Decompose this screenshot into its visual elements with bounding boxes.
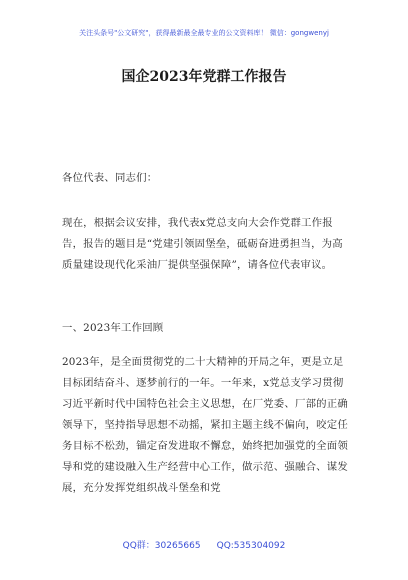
header-promo-note: 关注头条号"公文研究"，获得最新最全最专业的公文资料库！ 微信：gongwenyj xyxy=(79,29,329,37)
footer-qq: QQ:535304092 xyxy=(216,541,286,551)
greeting: 各位代表、同志们： xyxy=(62,172,158,184)
footer-contact xyxy=(0,538,408,551)
section-heading: 一、2023年工作回顾 xyxy=(62,322,164,334)
intro-paragraph: 现在，根据会议安排，我代表x党总支向大会作党群工作报告，报告的题目是“党建引领固堡垒，砥砺奋进勇担当，为高质量建设现代化采油厂提供坚强保障”，请各位代表审议。 xyxy=(62,217,343,271)
document-title: 国企2023年党群工作报告 xyxy=(121,69,287,85)
footer-qq-group: QQ群：30265665 xyxy=(122,541,201,551)
review-paragraph: 2023年，是全面贯彻党的二十大精神的开局之年，更是立足目标团结奋斗、逐梦前行的一年。一年来，x党总支学习贯彻习近平新时代中国特色社会主义思想，在厂党委、厂部的正确领导下，坚持指导思想不动摇，紧扣主题主线不偏向，咬定任务目标不松劲，锚定奋发进取不懈怠，始终把加强党的全面领导和党的建设融入生产经营中心工作，做示范、强融合、谋发展，充分发挥党组织战斗堡垒和党 xyxy=(62,356,348,494)
